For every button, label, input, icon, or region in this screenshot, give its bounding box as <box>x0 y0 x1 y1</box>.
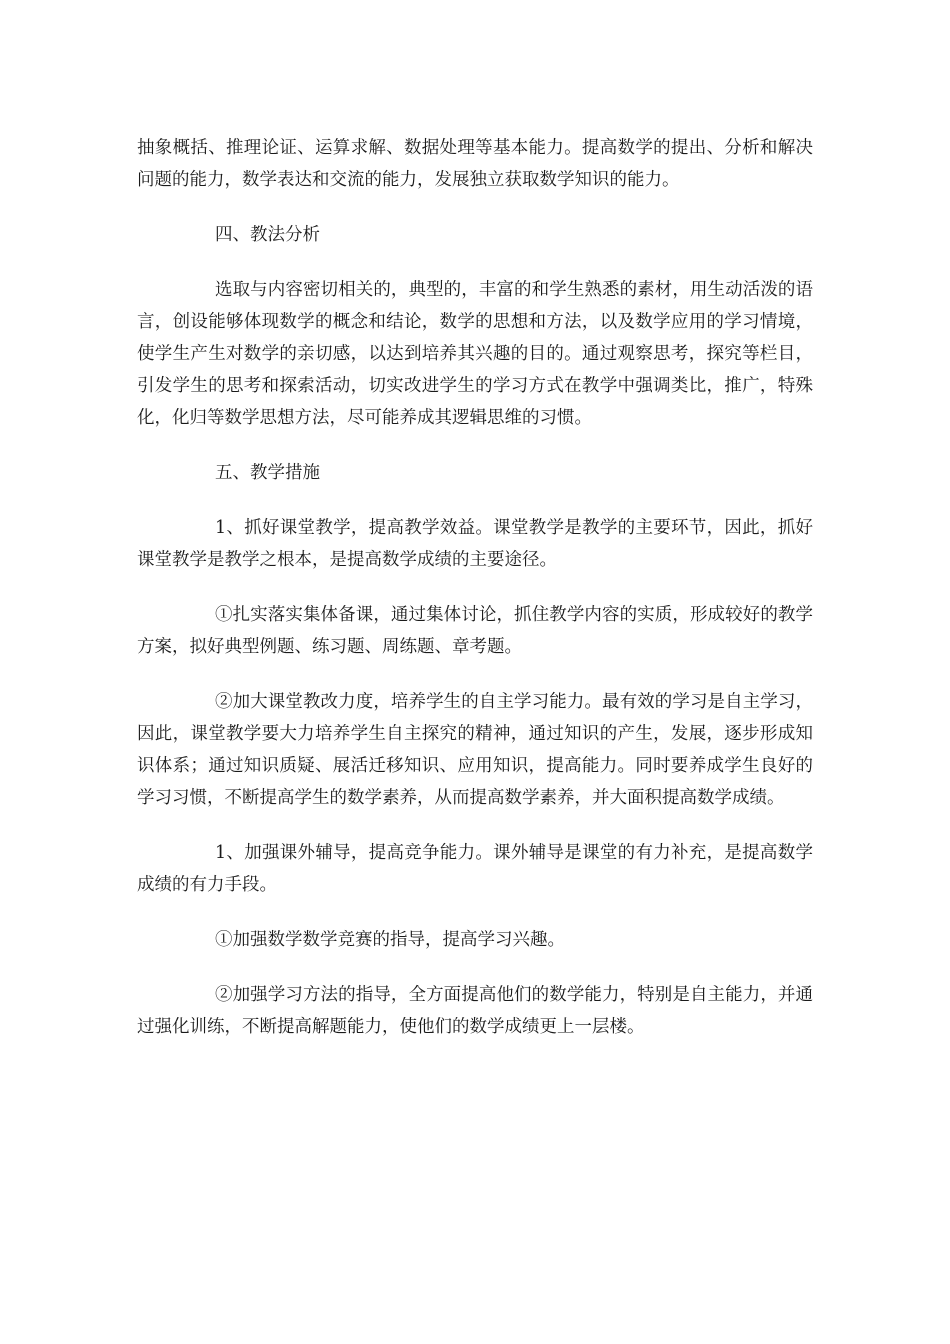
heading-teaching-method-analysis: 四、教法分析 <box>215 225 320 245</box>
heading-teaching-measures: 五、教学措施 <box>215 463 320 483</box>
paragraph-classroom-reform: ②加大课堂教改力度，培养学生的自主学习能力。最有效的学习是自主学习，因此，课堂教学要大力培养学生自主探究的精神，通过知识的产生，发展，逐步形成知识体系；通过知识质疑、展活迁移知识、应用知识，提高能力。同时要养成学生良好的学习习惯，不断提高学生的数学素养，从而提高数学素养，并大面积提高数学成绩。 <box>137 692 813 808</box>
paragraph-study-methods: ②加强学习方法的指导，全方面提高他们的数学能力，特别是自主能力，并通过强化训练，不断提高解题能力，使他们的数学成绩更上一层楼。 <box>137 985 813 1037</box>
paragraph-teaching-method: 选取与内容密切相关的，典型的，丰富的和学生熟悉的素材，用生动活泼的语言，创设能够体现数学的概念和结论，数学的思想和方法，以及数学应用的学习情境，使学生产生对数学的亲切感，以达到培养其兴趣的目的。通过观察思考，探究等栏目，引发学生的思考和探索活动，切实改进学生的学习方式在教学中强调类比，推广，特殊化，化归等数学思想方法，尽可能养成其逻辑思维的习惯。 <box>137 280 813 428</box>
paragraph-abilities: 抽象概括、推理论证、运算求解、数据处理等基本能力。提高数学的提出、分析和解决问题的能力，数学表达和交流的能力，发展独立获取数学知识的能力。 <box>137 138 813 190</box>
paragraph-collective-lesson-prep: ①扎实落实集体备课，通过集体讨论，抓住教学内容的实质，形成较好的教学方案，拟好典型例题、练习题、周练题、章考题。 <box>137 605 813 657</box>
paragraph-classroom-teaching: 1、抓好课堂教学，提高教学效益。课堂教学是教学的主要环节，因此，抓好课堂教学是教学之根本，是提高数学成绩的主要途径。 <box>137 518 813 570</box>
paragraph-extracurricular-tutoring: 1、加强课外辅导，提高竞争能力。课外辅导是课堂的有力补充，是提高数学成绩的有力手段。 <box>137 843 813 895</box>
paragraph-competition-guidance: ①加强数学数学竞赛的指导，提高学习兴趣。 <box>215 930 565 950</box>
document-page <box>137 132 813 1066</box>
